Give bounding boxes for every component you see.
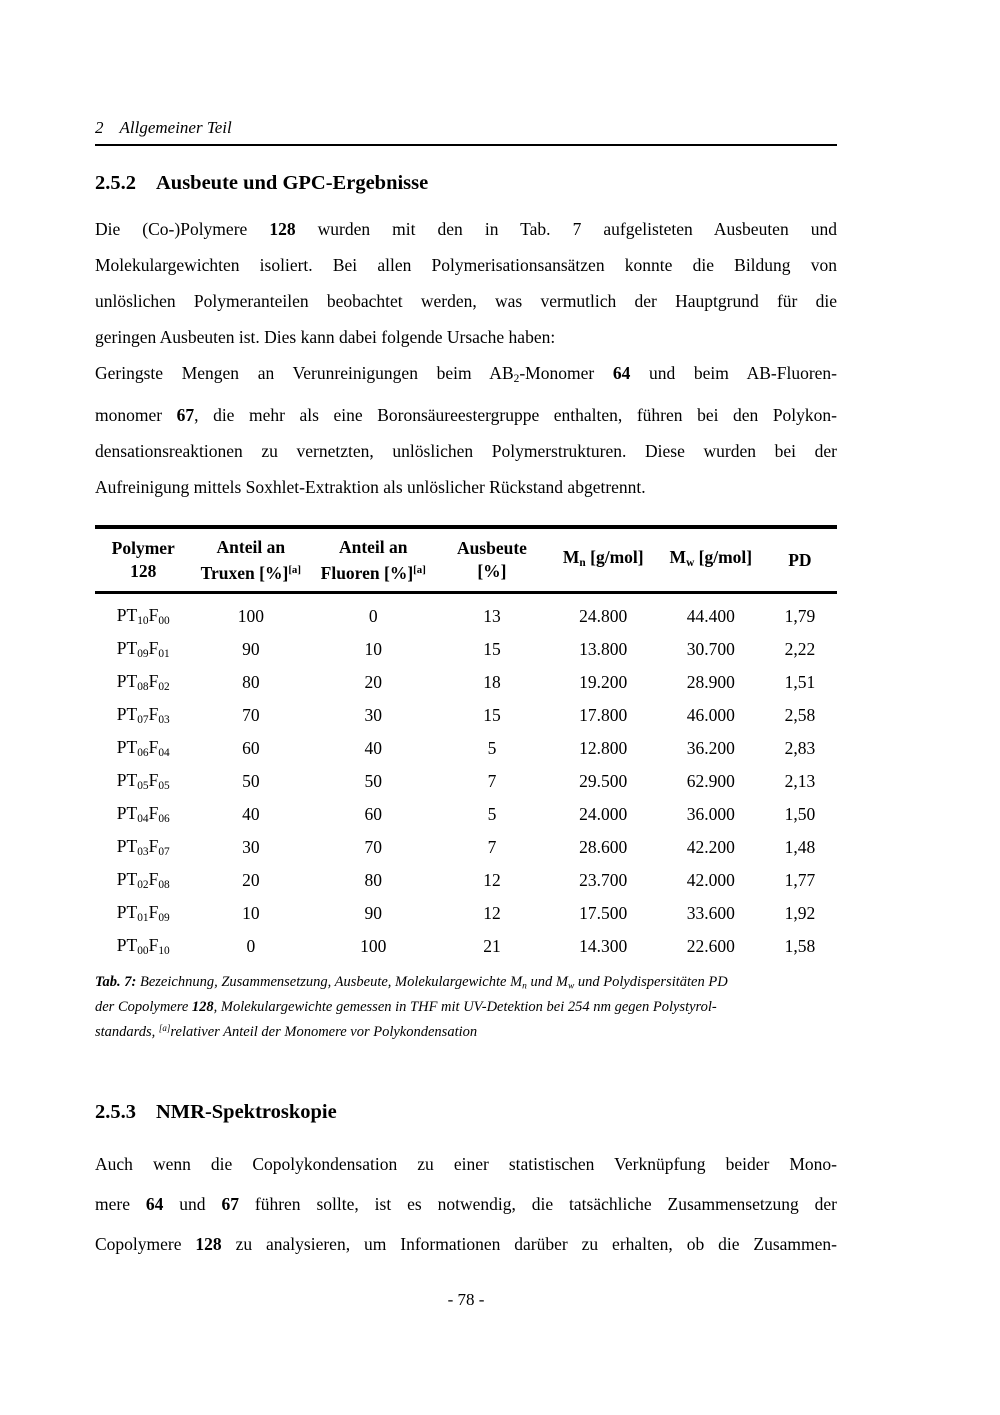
text-segment: und Polydispersitäten PD [574,973,728,990]
text-segment: 09 [158,912,170,925]
column-header-line [436,537,547,560]
text-segment: relativer Anteil der Monomere vor Polykondensation [170,1024,478,1041]
text-segment: 07 [158,846,170,859]
text-segment: Die (Co-)Polymere [95,219,270,239]
text-segment: 128 [269,219,296,239]
text-segment: 10 [137,615,149,628]
section-title: NMR-Spektroskopie [156,1101,337,1124]
text-segment: 64 [612,363,631,383]
polymer-name-cell [95,699,191,732]
text-segment: 00 [158,615,170,628]
text-segment: 08 [158,879,170,892]
text-segment: [a] [413,563,426,576]
value-cell: 23.700 [579,869,628,890]
text-segment: PT [116,671,138,692]
value-cell: 15 [483,704,501,725]
value-cell: 14.300 [579,935,628,956]
column-header-line [310,536,436,559]
table-header-row [95,527,837,592]
text-segment: 02 [137,879,149,892]
column-header [310,527,436,592]
value-cell: 5 [487,803,497,824]
column-header [95,527,191,592]
table-row [95,765,837,798]
value-cell: 50 [242,770,260,791]
value-cell: 0 [368,605,378,626]
text-segment: 04 [137,813,149,826]
value-cell: 28.900 [686,671,735,692]
column-header-line [548,546,659,575]
column-header-line [95,537,191,560]
table-row [95,864,837,897]
value-cell: 17.800 [579,704,628,725]
value-cell: 30 [242,836,260,857]
value-cell: 28.600 [579,836,628,857]
text-segment: 01 [137,912,149,925]
value-cell: 62.900 [686,770,735,791]
value-cell: 2,58 [784,704,816,725]
table-row [95,699,837,732]
page-number: - 78 - [447,1290,485,1310]
value-cell: 1,79 [784,605,816,626]
value-cell: 33.600 [686,902,735,923]
value-cell: 2,83 [784,737,816,758]
value-cell: 40 [364,737,382,758]
column-header-line [191,559,310,585]
text-segment: 2 [513,372,520,385]
text-segment: F [148,869,159,890]
text-segment: standards, [95,1024,159,1041]
value-cell: 30 [364,704,382,725]
text-segment: [a] [288,563,301,576]
text-segment: F [148,737,159,758]
table-row [95,831,837,864]
text-segment: 05 [158,780,170,793]
value-cell: 42.200 [686,836,735,857]
text-segment: F [148,770,159,791]
text-segment: 03 [137,846,149,859]
value-cell: 36.000 [686,803,735,824]
text-line [95,397,837,433]
value-cell: 7 [487,836,497,857]
value-cell: 40 [242,803,260,824]
text-segment: M [669,546,687,567]
text-segment: PT [116,935,138,956]
text-segment: Truxen [%] [200,562,289,583]
text-segment: F [148,704,159,725]
text-segment: und [163,1194,222,1215]
value-cell: 80 [364,869,382,890]
value-cell: 12 [483,869,501,890]
text-line [95,247,837,283]
section-number: 2.5.2 [95,172,136,194]
text-segment: 128 [195,1234,222,1255]
text-segment: M [562,546,580,567]
text-segment: F [148,836,159,857]
section-number: 2.5.3 [95,1101,136,1124]
text-segment: w [686,556,695,569]
value-cell: 60 [242,737,260,758]
text-segment: PT [116,869,138,890]
value-cell: 7 [487,770,497,791]
value-cell: 1,92 [784,902,816,923]
text-segment: n [579,556,586,569]
text-segment: , Molekulargewichte gemessen in THF mit UV-Detektion bei 254 nm gegen Polystyrol- [213,999,717,1016]
value-cell: 60 [364,803,382,824]
text-segment: 10 [158,945,170,958]
column-header-line [659,546,763,575]
text-segment: 05 [137,780,149,793]
value-cell: 0 [246,935,256,956]
table-row [95,633,837,666]
value-cell: 1,48 [784,836,816,857]
text-segment: Anteil an [216,536,286,557]
value-cell: 21 [483,935,501,956]
text-segment: Geringste Mengen an Verunreinigungen beim AB [95,363,514,383]
text-line [95,997,837,1018]
table-row [95,732,837,765]
value-cell: 12 [483,902,501,923]
value-cell: 70 [242,704,260,725]
text-segment: geringen Ausbeuten ist. Dies kann dabei folgende Ursache haben: [95,327,556,347]
text-segment: Bezeichnung, Zusammensetzung, Ausbeute, Molekulargewichte M [136,973,523,990]
value-cell: 100 [237,605,264,626]
column-header [548,527,659,592]
gpc-results-table [95,525,837,963]
text-line [95,469,837,505]
table-body [95,592,837,963]
text-segment: der Copolymere [95,999,192,1016]
value-cell: 30.700 [686,638,735,659]
text-segment: 00 [137,945,149,958]
text-segment: 09 [137,648,149,661]
text-segment: PT [116,836,138,857]
table-row [95,798,837,831]
value-cell: 70 [364,836,382,857]
polymer-name-cell [95,930,191,963]
table-row [95,897,837,930]
text-segment: F [148,935,159,956]
text-segment: 07 [137,714,149,727]
value-cell: 1,77 [784,869,816,890]
value-cell: 1,50 [784,803,816,824]
text-line [95,433,837,469]
running-header [95,118,837,146]
text-segment: 64 [145,1194,164,1215]
text-segment: [%] [477,561,507,582]
text-segment: [g/mol] [694,546,753,567]
text-line [95,1184,837,1224]
polymer-name-cell [95,633,191,666]
text-segment: zu analysieren, um Informationen darüber zu erhalten, ob die Zusammen- [221,1234,837,1255]
text-segment: führen sollte, ist es notwendig, die tatsächliche Zusammensetzung der [238,1194,837,1215]
value-cell: 18 [483,671,501,692]
text-segment: F [148,605,159,626]
polymer-name-cell [95,897,191,930]
text-segment: 08 [137,681,149,694]
value-cell: 90 [242,638,260,659]
text-segment: , die mehr als eine Boronsäureestergruppe enthalten, führen bei den Polykon- [194,404,837,425]
value-cell: 5 [487,737,497,758]
text-segment: PT [116,770,138,791]
text-segment: w [567,981,575,992]
text-segment: mere [95,1194,146,1215]
polymer-name-cell [95,765,191,798]
value-cell: 22.600 [686,935,735,956]
table-header [95,527,837,592]
value-cell: 20 [364,671,382,692]
value-cell: 2,22 [784,638,816,659]
text-segment: 06 [158,813,170,826]
text-segment: densationsreaktionen zu vernetzten, unlöslichen Polymerstrukturen. Diese wurden bei der [95,440,837,461]
text-segment: unlöslichen Polymeranteilen beobachtet werden, was vermutlich der Hauptgrund für die [95,291,837,311]
table-row [95,930,837,963]
text-segment: PT [116,704,138,725]
value-cell: 100 [360,935,387,956]
text-line [95,355,837,397]
text-segment: 01 [158,648,170,661]
column-header-line [95,560,191,583]
column-header-line [310,559,436,585]
text-segment: [a] [158,1023,171,1034]
value-cell: 80 [242,671,260,692]
paragraph-intro [95,211,837,355]
polymer-name-cell [95,592,191,633]
text-segment: Aufreinigung mittels Soxhlet-Extraktion als unlöslicher Rückstand abgetrennt. [95,476,646,497]
text-segment: 67 [221,1194,239,1215]
text-segment: PT [116,737,138,758]
text-segment: Molekulargewichten isoliert. Bei allen Polymerisationsansätzen konnte die Bildung von [95,255,837,275]
text-line [95,1224,837,1264]
value-cell: 1,51 [784,671,816,692]
text-segment: 04 [158,747,170,760]
text-segment: Ausbeute [456,538,527,559]
section-title: Ausbeute und GPC-Ergebnisse [156,172,429,194]
table-row [95,666,837,699]
text-segment: 128 [191,999,214,1016]
text-segment: wurden mit den in Tab. 7 aufgelisteten Ausbeuten und [295,219,837,239]
section-heading-ausbeute-gpc [95,172,837,195]
text-segment: 67 [176,404,195,425]
text-segment: PT [116,803,138,824]
text-line [95,319,837,355]
text-segment: [g/mol] [585,546,644,567]
column-header [191,527,310,592]
value-cell: 17.500 [579,902,628,923]
value-cell: 20 [242,869,260,890]
polymer-name-cell [95,732,191,765]
section-heading-nmr [95,1101,837,1124]
column-header [659,527,763,592]
value-cell: 24.800 [579,605,628,626]
value-cell: 46.000 [686,704,735,725]
value-cell: 24.000 [579,803,628,824]
value-cell: 42.000 [686,869,735,890]
text-line [95,1144,837,1184]
value-cell: 44.400 [686,605,735,626]
polymer-name-cell [95,666,191,699]
text-segment: F [148,638,159,659]
text-segment: PT [116,605,138,626]
text-segment: und M [526,973,568,990]
table-row [95,592,837,633]
value-cell: 13 [483,605,501,626]
value-cell: 29.500 [579,770,628,791]
text-segment: monomer [95,404,177,425]
polymer-name-cell [95,798,191,831]
value-cell: 10 [364,638,382,659]
text-segment: 06 [137,747,149,760]
text-line [95,972,837,997]
polymer-name-cell [95,831,191,864]
value-cell: 50 [364,770,382,791]
text-segment: F [148,902,159,923]
text-segment: und beim AB-Fluoren- [630,363,837,383]
text-segment: Anteil an [338,536,408,557]
column-header [763,527,837,592]
value-cell: 15 [483,638,501,659]
value-cell: 36.200 [686,737,735,758]
paragraph-nmr [95,1144,837,1264]
running-header-chapter-title: Allgemeiner Teil [119,118,232,137]
text-segment: F [148,803,159,824]
value-cell: 10 [242,902,260,923]
text-segment: PD [788,549,812,570]
text-line [95,211,837,247]
running-header-chapter-number: 2 [95,118,104,137]
column-header-line [763,549,837,572]
value-cell: 2,13 [784,770,816,791]
value-cell: 1,58 [784,935,816,956]
text-segment: Copolymere [95,1234,196,1255]
text-line [95,1018,837,1043]
column-header-line [436,560,547,583]
paragraph-impurities [95,355,837,505]
text-segment: Polymer [111,538,175,559]
column-header [436,527,547,592]
text-segment: F [148,671,159,692]
table-caption [95,972,837,1043]
text-segment: n [522,981,527,992]
value-cell: 12.800 [579,737,628,758]
value-cell: 13.800 [579,638,628,659]
text-line [95,283,837,319]
text-segment: 02 [158,681,170,694]
text-segment: 128 [130,561,157,582]
column-header-line [191,536,310,559]
text-segment: -Monomer [519,363,613,383]
value-cell: 19.200 [579,671,628,692]
text-segment: Fluoren [%] [320,562,414,583]
text-segment: Auch wenn die Copolykondensation zu einer statistischen Verknüpfung beider Mono- [95,1154,837,1175]
page-content [95,118,837,1310]
polymer-name-cell [95,864,191,897]
text-segment: Tab. 7: [95,973,137,990]
text-segment: PT [116,902,138,923]
value-cell: 90 [364,902,382,923]
text-segment: PT [116,638,138,659]
text-segment: 03 [158,714,170,727]
